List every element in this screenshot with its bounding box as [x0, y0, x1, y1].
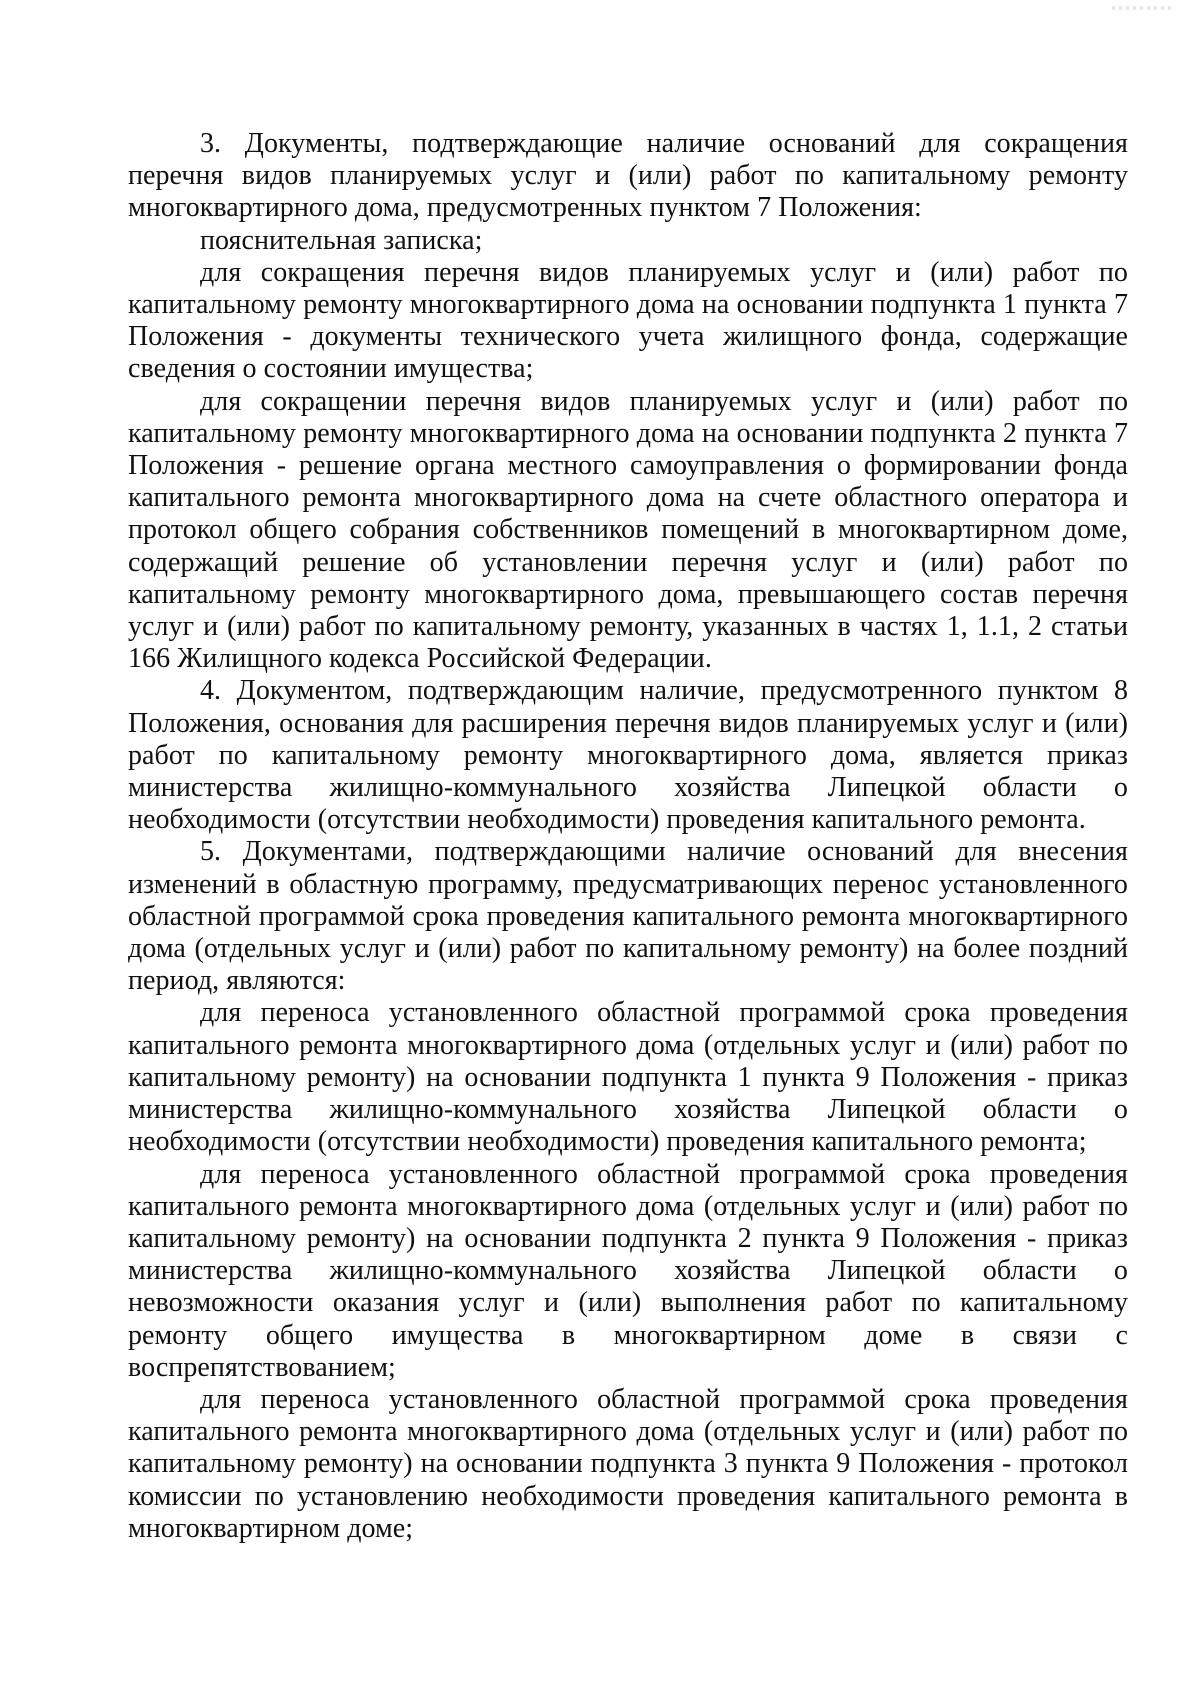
paragraph-5-intro: 5. Документами, подтверждающими наличие оснований для внесения изменений в областную программу, предусматривающих перенос установленного областной программой срока проведения капитального ремонта многоквартирного дома (отдельных услуг и (или) работ по капитальному ремонту) на более поздний период, являются:: [128, 836, 1128, 997]
paragraph-reduction-subpoint-1: для сокращения перечня видов планируемых услуг и (или) работ по капитальному ремонту многоквартирного дома на основании подпункта 1 пункта 7 Положения - документы технического учета жилищного фонда, содержащие сведения о состоянии имущества;: [128, 256, 1128, 385]
document-body: [128, 128, 1128, 1545]
paragraph-reduction-subpoint-2: для сокращении перечня видов планируемых услуг и (или) работ по капитальному ремонту многоквартирного дома на основании подпункта 2 пункта 7 Положения - решение органа местного самоуправления о формировании фонда капитального ремонта многоквартирного дома на счете областного оператора и протокол общего собрания собственников помещений в многоквартирном доме, содержащий решение об установлении перечня услуг и (или) работ по капитальному ремонту многоквартирного дома, превышающего состав перечня услуг и (или) работ по капитальному ремонту, указанных в частях 1, 1.1, 2 статьи 166 Жилищного кодекса Российской Федерации.: [128, 385, 1128, 675]
paragraph-explanatory-note: пояснительная записка;: [200, 224, 483, 256]
paragraph-transfer-subpoint-3: для переноса установленного областной программой срока проведения капитального ремонта многоквартирного дома (отдельных услуг и (или) работ по капитальному ремонту) на основании подпункта 3 пункта 9 Положения - протокол комиссии по установлению необходимости проведения капитального ремонта в многоквартирном доме;: [128, 1383, 1128, 1544]
paragraph-3-intro: 3. Документы, подтверждающие наличие оснований для сокращения перечня видов планируемых услуг и (или) работ по капитальному ремонту многоквартирного дома, предусмотренных пунктом 7 Положения:: [128, 128, 1128, 224]
scan-artifact: [1112, 6, 1172, 10]
paragraph-4: 4. Документом, подтверждающим наличие, предусмотренного пунктом 8 Положения, основания для расширения перечня видов планируемых услуг и (или) работ по капитальному ремонту многоквартирного дома, является приказ министерства жилищно-коммунального хозяйства Липецкой области о необходимости (отсутствии необходимости) проведения капитального ремонта.: [128, 675, 1128, 836]
paragraph-transfer-subpoint-1: для переноса установленного областной программой срока проведения капитального ремонта многоквартирного дома (отдельных услуг и (или) работ по капитальному ремонту) на основании подпункта 1 пункта 9 Положения - приказ министерства жилищно-коммунального хозяйства Липецкой области о необходимости (отсутствии необходимости) проведения капитального ремонта;: [128, 997, 1128, 1158]
paragraph-transfer-subpoint-2: для переноса установленного областной программой срока проведения капитального ремонта многоквартирного дома (отдельных услуг и (или) работ по капитальному ремонту) на основании подпункта 2 пункта 9 Положения - приказ министерства жилищно-коммунального хозяйства Липецкой области о невозможности оказания услуг и (или) выполнения работ по капитальному ремонту общего имущества в многоквартирном доме в связи с воспрепятствованием;: [128, 1158, 1128, 1383]
